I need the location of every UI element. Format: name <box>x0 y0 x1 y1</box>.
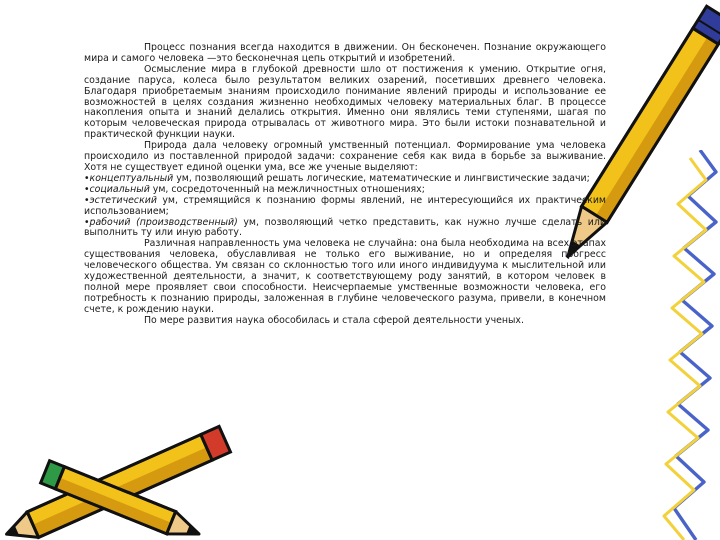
list-term: концептуальный <box>89 172 174 184</box>
bullet: • <box>84 216 90 228</box>
list-term: эстетический <box>89 194 157 206</box>
paragraph: Различная направленность ума человека не случайна: она была необходима на всех этапах существования человека, обуславливая не только его выживание, но и определяя прогресс человеческого общества. Ум связан со склонностью того или иного индивидуума к мыслительной или художественной деятельности, а значит, к соответствующему роду занятий, в котором человек в полной мере проявляет свои способности. Неисчерпаемые умственные возможности человека, его потребность к познанию природы, заложенная в глубине человеческого разума, привели, в конечном счете, к рождению науки. <box>84 238 606 315</box>
list-term: рабочий (производственный) <box>89 216 238 228</box>
list-text: ум, позволяющий четко представить, как нужно лучше сделать или выполнить ту или иную работу. <box>84 216 606 239</box>
crossed-pencils-icon <box>0 418 250 540</box>
paragraph: По мере развития наука обособилась и стала сферой деятельности ученых. <box>144 314 524 326</box>
document-body <box>84 43 606 327</box>
list-term: социальный <box>89 183 150 195</box>
paragraph: Природа дала человеку огромный умственный потенциал. Формирование ума человека происходило из поставленной природой задачи: сохранение себя как вида в борьбе за выживание. Хотя не существует единой оценки ума, все же ученые выделяют: <box>84 140 606 173</box>
paragraph: Осмысление мира в глубокой древности шло от постижения к умению. Открытие огня, создание паруса, колеса было результатом великих озарений, посетивших древнего человека. Благодаря приобретаемым знаниям происходило понимание явлений природы и использование ее возможностей в целях создания жизненно необходимых человеку материальных благ. В процессе накопления опыта и знаний делались открытия. Именно они являлись теми ступенями, шагая по которым человеческая природа отрывалась от животного мира. Это были истоки познавательной и практической функции науки. <box>84 63 606 141</box>
list-item <box>84 196 606 218</box>
bullet: • <box>84 172 90 184</box>
list-text: ум, стремящийся к познанию формы явлений, не интересующийся их практическим использованием; <box>84 194 606 217</box>
bullet: • <box>84 194 90 206</box>
list-item <box>84 218 606 240</box>
paragraph: Процесс познания всегда находится в движении. Он бесконечен. Познание окружающего мира и самого человека —это бесконечная цепь открытий и изобретений. <box>84 42 606 64</box>
list-text: ум, позволяющий решать логические, математические и лингвистические задачи; <box>173 172 590 184</box>
list-text: ум, сосредоточенный на межличностных отношениях; <box>149 183 425 195</box>
bullet: • <box>84 183 90 195</box>
pencil-long <box>2 426 231 540</box>
